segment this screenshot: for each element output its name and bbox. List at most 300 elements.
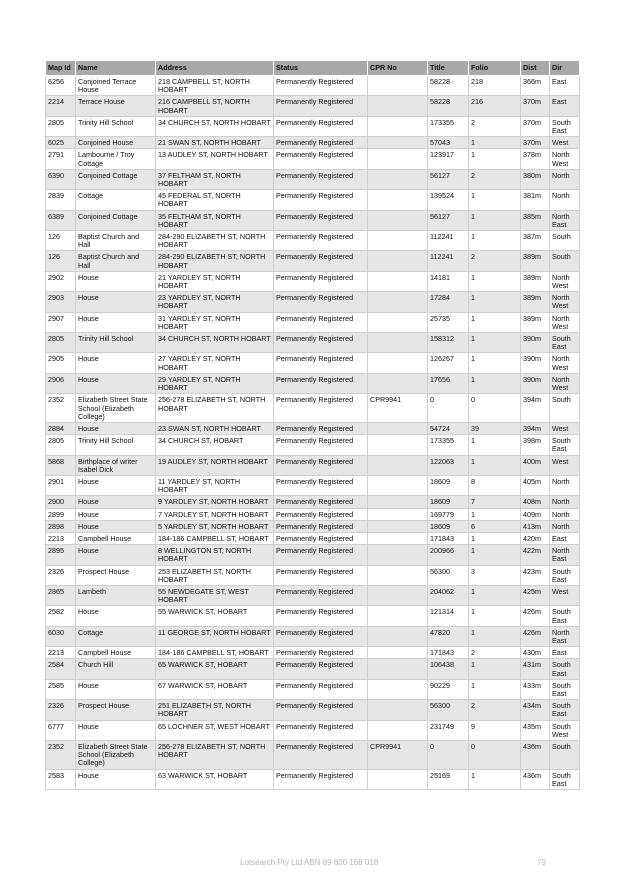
- cell-map-id: 2898: [46, 520, 76, 532]
- cell-dist: 370m: [521, 116, 550, 136]
- cell-map-id: 2213: [46, 532, 76, 544]
- cell-cpr-no: [368, 116, 428, 136]
- cell-dist: 426m: [521, 606, 550, 626]
- table-row: [46, 190, 580, 210]
- cell-folio: 2: [469, 647, 521, 659]
- cell-status: Permanently Registered: [274, 565, 368, 585]
- table-row: [46, 271, 580, 291]
- table-row: [46, 292, 580, 312]
- cell-status: Permanently Registered: [274, 353, 368, 373]
- cell-folio: 1: [469, 210, 521, 230]
- cell-address: 9 YARDLEY ST, NORTH HOBART: [156, 496, 274, 508]
- cell-status: Permanently Registered: [274, 475, 368, 495]
- cell-status: Permanently Registered: [274, 508, 368, 520]
- cell-dir: North West: [550, 312, 580, 332]
- cell-name: Trinity Hill School: [76, 333, 156, 353]
- cell-name: Lambeth: [76, 585, 156, 605]
- cell-name: House: [76, 496, 156, 508]
- cell-folio: 218: [469, 76, 521, 96]
- cell-cpr-no: [368, 373, 428, 393]
- cell-map-id: 2907: [46, 312, 76, 332]
- cell-folio: 1: [469, 271, 521, 291]
- cell-address: 63 WARWICK ST, HOBART: [156, 769, 274, 789]
- header-status: Status: [274, 61, 368, 76]
- cell-name: Baptist Church and Hall: [76, 251, 156, 271]
- cell-status: Permanently Registered: [274, 532, 368, 544]
- cell-dir: South East: [550, 565, 580, 585]
- cell-map-id: 2326: [46, 700, 76, 720]
- cell-folio: 0: [469, 394, 521, 423]
- cell-cpr-no: [368, 231, 428, 251]
- cell-folio: 1: [469, 606, 521, 626]
- cell-name: Trinity Hill School: [76, 116, 156, 136]
- cell-address: 23 SWAN ST, NORTH HOBART: [156, 422, 274, 434]
- cell-map-id: 2214: [46, 96, 76, 116]
- cell-dir: North: [550, 475, 580, 495]
- cell-address: 11 YARDLEY ST, NORTH HOBART: [156, 475, 274, 495]
- cell-dist: 425m: [521, 585, 550, 605]
- cell-dist: 426m: [521, 626, 550, 646]
- cell-address: 55 NEWDEGATE ST, WEST HOBART: [156, 585, 274, 605]
- table-row: [46, 231, 580, 251]
- cell-title: 106438: [428, 659, 469, 679]
- cell-status: Permanently Registered: [274, 333, 368, 353]
- cell-title: 47820: [428, 626, 469, 646]
- header-folio: Folio: [469, 61, 521, 76]
- cell-dist: 390m: [521, 353, 550, 373]
- cell-dist: 435m: [521, 720, 550, 740]
- cell-folio: 1: [469, 292, 521, 312]
- cell-map-id: 5868: [46, 455, 76, 475]
- cell-name: House: [76, 720, 156, 740]
- cell-address: 284-290 ELIZABETH ST, NORTH HOBART: [156, 251, 274, 271]
- cell-folio: 1: [469, 769, 521, 789]
- cell-name: House: [76, 769, 156, 789]
- cell-address: 251 ELIZABETH ST, NORTH HOBART: [156, 700, 274, 720]
- cell-name: Terrace House: [76, 96, 156, 116]
- cell-address: 184-186 CAMPBELL ST, HOBART: [156, 647, 274, 659]
- cell-map-id: 2805: [46, 116, 76, 136]
- table-body: [46, 76, 580, 790]
- cell-dist: 385m: [521, 210, 550, 230]
- cell-status: Permanently Registered: [274, 76, 368, 96]
- cell-map-id: 6030: [46, 626, 76, 646]
- table-row: [46, 475, 580, 495]
- cell-cpr-no: [368, 251, 428, 271]
- table-row: [46, 169, 580, 189]
- table-row: [46, 76, 580, 96]
- cell-title: 56127: [428, 210, 469, 230]
- cell-folio: 2: [469, 169, 521, 189]
- cell-title: 123917: [428, 149, 469, 169]
- cell-dir: North: [550, 508, 580, 520]
- table-row: [46, 394, 580, 423]
- cell-map-id: 2213: [46, 647, 76, 659]
- cell-folio: 1: [469, 333, 521, 353]
- cell-address: 11 GEORGE ST, NORTH HOBART: [156, 626, 274, 646]
- cell-status: Permanently Registered: [274, 679, 368, 699]
- cell-name: Campbell House: [76, 647, 156, 659]
- cell-address: 23 YARDLEY ST, NORTH HOBART: [156, 292, 274, 312]
- cell-cpr-no: [368, 422, 428, 434]
- cell-name: Prospect House: [76, 565, 156, 585]
- cell-title: 14181: [428, 271, 469, 291]
- table-row: [46, 137, 580, 149]
- cell-address: 29 YARDLEY ST, NORTH HOBART: [156, 373, 274, 393]
- cell-name: House: [76, 271, 156, 291]
- cell-cpr-no: [368, 169, 428, 189]
- cell-dir: North West: [550, 373, 580, 393]
- cell-dist: 370m: [521, 137, 550, 149]
- cell-cpr-no: [368, 626, 428, 646]
- cell-status: Permanently Registered: [274, 96, 368, 116]
- cell-name: House: [76, 508, 156, 520]
- cell-cpr-no: [368, 137, 428, 149]
- cell-cpr-no: [368, 545, 428, 565]
- cell-cpr-no: [368, 292, 428, 312]
- cell-dist: 394m: [521, 394, 550, 423]
- cell-dir: East: [550, 647, 580, 659]
- header-title: Title: [428, 61, 469, 76]
- cell-map-id: 2905: [46, 353, 76, 373]
- cell-title: 58228: [428, 76, 469, 96]
- cell-map-id: 126: [46, 231, 76, 251]
- table-row: [46, 769, 580, 789]
- cell-cpr-no: [368, 210, 428, 230]
- cell-dir: North East: [550, 210, 580, 230]
- cell-status: Permanently Registered: [274, 741, 368, 770]
- cell-status: Permanently Registered: [274, 271, 368, 291]
- cell-name: House: [76, 679, 156, 699]
- cell-status: Permanently Registered: [274, 769, 368, 789]
- cell-cpr-no: [368, 720, 428, 740]
- cell-title: 126267: [428, 353, 469, 373]
- cell-title: 173355: [428, 116, 469, 136]
- cell-map-id: 2584: [46, 659, 76, 679]
- cell-dir: South: [550, 741, 580, 770]
- cell-cpr-no: CPR9941: [368, 741, 428, 770]
- cell-status: Permanently Registered: [274, 435, 368, 455]
- table-row: [46, 116, 580, 136]
- cell-map-id: 2585: [46, 679, 76, 699]
- cell-status: Permanently Registered: [274, 137, 368, 149]
- cell-address: 34 CHURCH ST, HOBART: [156, 435, 274, 455]
- cell-map-id: 126: [46, 251, 76, 271]
- header-address: Address: [156, 61, 274, 76]
- cell-title: 158312: [428, 333, 469, 353]
- cell-folio: 1: [469, 626, 521, 646]
- cell-map-id: 2895: [46, 545, 76, 565]
- cell-title: 200966: [428, 545, 469, 565]
- cell-title: 204062: [428, 585, 469, 605]
- cell-status: Permanently Registered: [274, 251, 368, 271]
- cell-title: 171843: [428, 532, 469, 544]
- cell-title: 171843: [428, 647, 469, 659]
- cell-status: Permanently Registered: [274, 647, 368, 659]
- cell-folio: 1: [469, 353, 521, 373]
- cell-status: Permanently Registered: [274, 585, 368, 605]
- cell-cpr-no: [368, 585, 428, 605]
- cell-address: 65 WARWICK ST, HOBART: [156, 659, 274, 679]
- cell-cpr-no: CPR9941: [368, 394, 428, 423]
- cell-title: 18609: [428, 520, 469, 532]
- cell-folio: 7: [469, 496, 521, 508]
- cell-cpr-no: [368, 496, 428, 508]
- cell-dist: 434m: [521, 700, 550, 720]
- cell-folio: 9: [469, 720, 521, 740]
- cell-address: 256-278 ELIZABETH ST, NORTH HOBART: [156, 394, 274, 423]
- cell-folio: 2: [469, 251, 521, 271]
- table-row: [46, 520, 580, 532]
- cell-map-id: 2582: [46, 606, 76, 626]
- cell-dir: West: [550, 137, 580, 149]
- cell-dir: North: [550, 520, 580, 532]
- cell-title: 54724: [428, 422, 469, 434]
- table-row: [46, 251, 580, 271]
- cell-address: 253 ELIZABETH ST, NORTH HOBART: [156, 565, 274, 585]
- cell-name: Campbell House: [76, 532, 156, 544]
- cell-title: 18609: [428, 496, 469, 508]
- cell-title: 56300: [428, 565, 469, 585]
- cell-status: Permanently Registered: [274, 149, 368, 169]
- cell-dist: 423m: [521, 565, 550, 585]
- cell-folio: 1: [469, 231, 521, 251]
- cell-map-id: 2583: [46, 769, 76, 789]
- cell-folio: 0: [469, 741, 521, 770]
- cell-map-id: 2899: [46, 508, 76, 520]
- cell-cpr-no: [368, 76, 428, 96]
- cell-map-id: 2902: [46, 271, 76, 291]
- cell-dist: 436m: [521, 769, 550, 789]
- table-row: [46, 373, 580, 393]
- cell-address: 13 AUDLEY ST, NORTH HOBART: [156, 149, 274, 169]
- cell-cpr-no: [368, 565, 428, 585]
- header-cpr-no: CPR No: [368, 61, 428, 76]
- cell-dist: 398m: [521, 435, 550, 455]
- cell-status: Permanently Registered: [274, 545, 368, 565]
- cell-dir: East: [550, 76, 580, 96]
- cell-dir: North West: [550, 149, 580, 169]
- cell-folio: 8: [469, 475, 521, 495]
- cell-folio: 2: [469, 116, 521, 136]
- cell-cpr-no: [368, 149, 428, 169]
- cell-cpr-no: [368, 700, 428, 720]
- cell-name: Elizabeth Street State School (Elizabeth College): [76, 394, 156, 423]
- cell-title: 18609: [428, 475, 469, 495]
- cell-title: 0: [428, 394, 469, 423]
- cell-dir: East: [550, 96, 580, 116]
- cell-name: Conjoined House: [76, 137, 156, 149]
- cell-name: House: [76, 606, 156, 626]
- cell-title: 90229: [428, 679, 469, 699]
- cell-folio: 1: [469, 149, 521, 169]
- cell-title: 57043: [428, 137, 469, 149]
- cell-cpr-no: [368, 190, 428, 210]
- header-dir: Dir: [550, 61, 580, 76]
- cell-name: House: [76, 373, 156, 393]
- table-header-row: [46, 61, 580, 76]
- cell-address: 45 FEDERAL ST, NORTH HOBART: [156, 190, 274, 210]
- header-name: Name: [76, 61, 156, 76]
- cell-address: 35 FELTHAM ST, NORTH HOBART: [156, 210, 274, 230]
- table-row: [46, 353, 580, 373]
- cell-name: Cottage: [76, 626, 156, 646]
- cell-dist: 370m: [521, 96, 550, 116]
- cell-address: 19 AUDLEY ST, NORTH HOBART: [156, 455, 274, 475]
- cell-dist: 405m: [521, 475, 550, 495]
- cell-name: Prospect House: [76, 700, 156, 720]
- cell-dist: 400m: [521, 455, 550, 475]
- cell-status: Permanently Registered: [274, 520, 368, 532]
- cell-map-id: 2805: [46, 333, 76, 353]
- cell-cpr-no: [368, 606, 428, 626]
- cell-address: 31 YARDLEY ST, NORTH HOBART: [156, 312, 274, 332]
- cell-name: House: [76, 292, 156, 312]
- cell-dir: North West: [550, 271, 580, 291]
- cell-dir: South East: [550, 606, 580, 626]
- cell-status: Permanently Registered: [274, 231, 368, 251]
- cell-address: 5 YARDLEY ST, NORTH HOBART: [156, 520, 274, 532]
- table-row: [46, 585, 580, 605]
- cell-cpr-no: [368, 435, 428, 455]
- cell-folio: 1: [469, 312, 521, 332]
- cell-cpr-no: [368, 353, 428, 373]
- cell-dir: South East: [550, 435, 580, 455]
- cell-cpr-no: [368, 96, 428, 116]
- cell-address: 65 LOCHNER ST, WEST HOBART: [156, 720, 274, 740]
- cell-name: House: [76, 545, 156, 565]
- cell-dist: 389m: [521, 271, 550, 291]
- cell-folio: 1: [469, 190, 521, 210]
- cell-dir: South West: [550, 720, 580, 740]
- cell-dist: 408m: [521, 496, 550, 508]
- cell-map-id: 2326: [46, 565, 76, 585]
- cell-folio: 1: [469, 679, 521, 699]
- cell-address: 21 YARDLEY ST, NORTH HOBART: [156, 271, 274, 291]
- cell-cpr-no: [368, 659, 428, 679]
- cell-status: Permanently Registered: [274, 116, 368, 136]
- cell-name: Birthplace of writer Isabel Dick: [76, 455, 156, 475]
- cell-dir: South East: [550, 116, 580, 136]
- cell-cpr-no: [368, 532, 428, 544]
- table-row: [46, 647, 580, 659]
- cell-name: Church Hill: [76, 659, 156, 679]
- cell-title: 17656: [428, 373, 469, 393]
- cell-dir: North West: [550, 353, 580, 373]
- header-map-id: Map Id: [46, 61, 76, 76]
- cell-dir: North: [550, 190, 580, 210]
- cell-cpr-no: [368, 271, 428, 291]
- cell-title: 139524: [428, 190, 469, 210]
- cell-dir: South East: [550, 769, 580, 789]
- cell-cpr-no: [368, 679, 428, 699]
- cell-folio: 1: [469, 435, 521, 455]
- cell-map-id: 2791: [46, 149, 76, 169]
- cell-folio: 1: [469, 137, 521, 149]
- table-row: [46, 333, 580, 353]
- cell-address: 7 YARDLEY ST, NORTH HOBART: [156, 508, 274, 520]
- cell-dir: West: [550, 422, 580, 434]
- cell-status: Permanently Registered: [274, 210, 368, 230]
- cell-name: House: [76, 520, 156, 532]
- cell-dir: North: [550, 169, 580, 189]
- cell-dist: 389m: [521, 312, 550, 332]
- cell-map-id: 2901: [46, 475, 76, 495]
- cell-map-id: 2900: [46, 496, 76, 508]
- cell-address: 184-186 CAMPBELL ST, HOBART: [156, 532, 274, 544]
- cell-address: 284-290 ELIZABETH ST, NORTH HOBART: [156, 231, 274, 251]
- cell-dir: South East: [550, 659, 580, 679]
- cell-status: Permanently Registered: [274, 422, 368, 434]
- cell-status: Permanently Registered: [274, 190, 368, 210]
- cell-title: 56127: [428, 169, 469, 189]
- cell-map-id: 2906: [46, 373, 76, 393]
- table-row: [46, 312, 580, 332]
- table-row: [46, 96, 580, 116]
- cell-status: Permanently Registered: [274, 496, 368, 508]
- cell-dist: 413m: [521, 520, 550, 532]
- table-row: [46, 679, 580, 699]
- cell-cpr-no: [368, 333, 428, 353]
- cell-map-id: 6389: [46, 210, 76, 230]
- table-row: [46, 606, 580, 626]
- cell-cpr-no: [368, 508, 428, 520]
- cell-dir: South East: [550, 333, 580, 353]
- cell-map-id: 6025: [46, 137, 76, 149]
- cell-dist: 390m: [521, 373, 550, 393]
- table-row: [46, 720, 580, 740]
- cell-name: House: [76, 422, 156, 434]
- cell-dir: South: [550, 231, 580, 251]
- cell-folio: 1: [469, 373, 521, 393]
- cell-dist: 431m: [521, 659, 550, 679]
- cell-name: House: [76, 353, 156, 373]
- cell-map-id: 2884: [46, 422, 76, 434]
- cell-title: 121314: [428, 606, 469, 626]
- cell-address: 8 WELLINGTON ST, NORTH HOBART: [156, 545, 274, 565]
- cell-folio: 2: [469, 700, 521, 720]
- cell-folio: 39: [469, 422, 521, 434]
- cell-cpr-no: [368, 520, 428, 532]
- cell-dist: 430m: [521, 647, 550, 659]
- cell-dir: West: [550, 455, 580, 475]
- table-row: [46, 532, 580, 544]
- cell-dist: 387m: [521, 231, 550, 251]
- cell-name: Conjoined Cottage: [76, 210, 156, 230]
- cell-folio: 1: [469, 455, 521, 475]
- cell-dist: 381m: [521, 190, 550, 210]
- cell-name: House: [76, 312, 156, 332]
- table-row: [46, 545, 580, 565]
- cell-title: 25735: [428, 312, 469, 332]
- table-row: [46, 422, 580, 434]
- header-dist: Dist: [521, 61, 550, 76]
- cell-dir: South East: [550, 700, 580, 720]
- cell-map-id: 2352: [46, 741, 76, 770]
- cell-folio: 1: [469, 659, 521, 679]
- cell-dir: West: [550, 585, 580, 605]
- cell-cpr-no: [368, 647, 428, 659]
- cell-address: 55 WARWICK ST, HOBART: [156, 606, 274, 626]
- table-row: [46, 508, 580, 520]
- cell-status: Permanently Registered: [274, 373, 368, 393]
- heritage-register-table: [45, 60, 580, 790]
- cell-dir: North: [550, 496, 580, 508]
- cell-folio: 3: [469, 565, 521, 585]
- cell-dist: 380m: [521, 169, 550, 189]
- cell-dist: 394m: [521, 422, 550, 434]
- table-row: [46, 700, 580, 720]
